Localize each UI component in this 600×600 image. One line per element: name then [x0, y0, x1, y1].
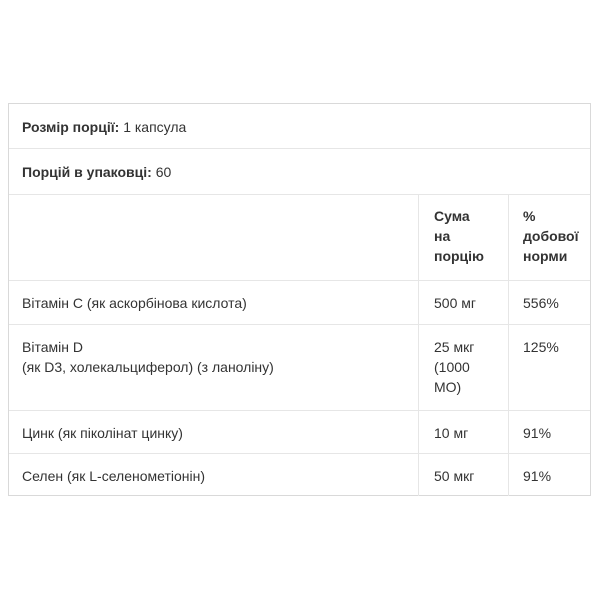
servings-per-container [9, 149, 590, 182]
table-row [9, 411, 590, 454]
nutrient-name: Вітамін C (як аскорбінова кислота) [22, 295, 247, 311]
daily-value-cell [508, 454, 590, 496]
serving-size-value: 1 капсула [123, 119, 187, 135]
nutrient-daily-value: 91% [523, 468, 552, 484]
serving-size-row [9, 104, 590, 149]
amount-per-serving-header: Сума на порцію [434, 208, 485, 264]
table-row [9, 325, 590, 411]
nutrient-name: Селен (як L-селенометіонін) [22, 468, 205, 484]
serving-size [9, 104, 590, 137]
amount-cell [418, 325, 508, 410]
nutrient-amount: 25 мкг (1000 МО) [434, 339, 475, 395]
servings-per-container-value: 60 [155, 164, 172, 180]
nutrient-name-cell [9, 281, 418, 324]
nutrient-amount: 50 мкг [434, 468, 475, 484]
supplement-facts-table [8, 103, 591, 496]
nutrient-name-cell [9, 325, 418, 410]
table-row [9, 281, 590, 325]
nutrient-name: Цинк (як піколінат цинку) [22, 425, 183, 441]
serving-size-label: Розмір порції: [22, 119, 120, 135]
servings-per-container-row [9, 149, 590, 195]
column-header-daily-value [508, 195, 590, 280]
servings-per-container-label: Порцій в упаковці: [22, 164, 152, 180]
nutrient-name-cell [9, 454, 418, 496]
amount-cell [418, 281, 508, 324]
daily-value-cell [508, 411, 590, 453]
daily-value-header: % добової норми [523, 208, 579, 264]
column-header-amount [418, 195, 508, 280]
column-header-name [9, 195, 418, 280]
nutrient-daily-value: 556% [523, 295, 559, 311]
amount-cell [418, 411, 508, 453]
table-row [9, 454, 590, 496]
nutrient-daily-value: 91% [523, 425, 552, 441]
nutrient-name-cell [9, 411, 418, 453]
nutrient-amount: 10 мг [434, 425, 469, 441]
nutrient-amount: 500 мг [434, 295, 476, 311]
daily-value-cell [508, 325, 590, 410]
amount-cell [418, 454, 508, 496]
daily-value-cell [508, 281, 590, 324]
nutrient-name: Вітамін D (як D3, холекальциферол) (з ланоліну) [22, 339, 274, 375]
nutrient-daily-value: 125% [523, 339, 559, 355]
column-header-row [9, 195, 590, 281]
